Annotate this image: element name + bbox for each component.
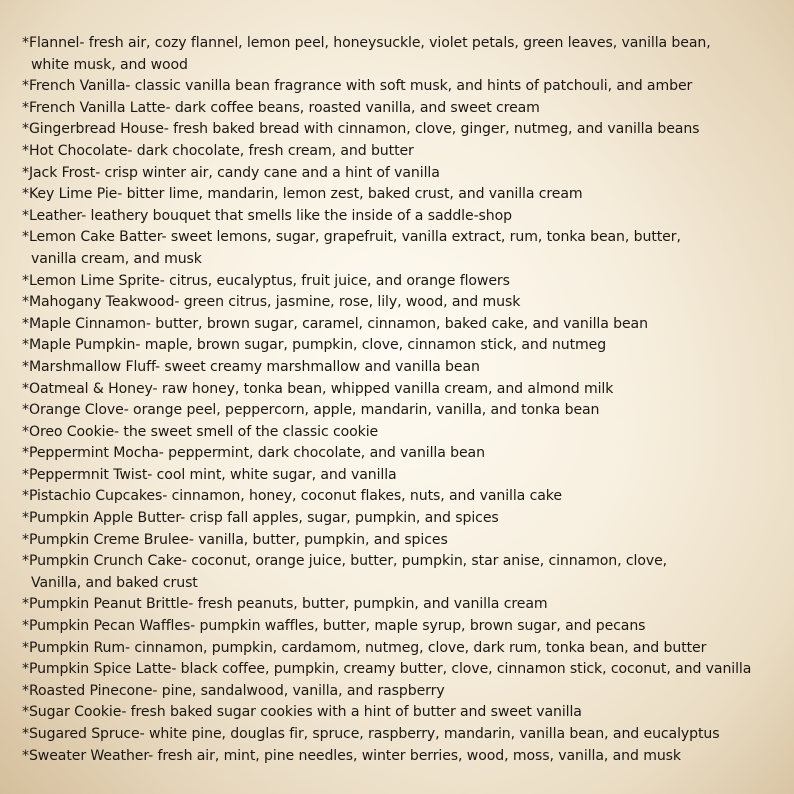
scent-line: *Leather- leathery bouquet that smells like the inside of a saddle-shop: [22, 207, 512, 224]
scent-list: [22, 33, 782, 767]
scent-line: *Maple Cinnamon- butter, brown sugar, caramel, cinnamon, baked cake, and vanilla bean: [22, 315, 648, 332]
scent-line: *Peppermint Mocha- peppermint, dark chocolate, and vanilla bean: [22, 445, 485, 462]
scent-line: *Hot Chocolate- dark chocolate, fresh cream, and butter: [22, 142, 414, 159]
scent-line: *Lemon Lime Sprite- citrus, eucalyptus, fruit juice, and orange flowers: [22, 272, 510, 289]
scent-line-continued: vanilla cream, and musk: [31, 250, 202, 267]
scent-line: *Pumpkin Peanut Brittle- fresh peanuts, butter, pumpkin, and vanilla cream: [22, 596, 548, 613]
scent-item: [22, 551, 782, 594]
scent-line: *Pumpkin Spice Latte- black coffee, pumpkin, creamy butter, clove, cinnamon stick, coconut, and vanilla: [22, 661, 752, 678]
scent-item: [22, 702, 782, 724]
scent-item: [22, 335, 782, 357]
scent-item: [22, 357, 782, 379]
scent-line: *Mahogany Teakwood- green citrus, jasmine, rose, lily, wood, and musk: [22, 294, 521, 311]
scent-line: *French Vanilla Latte- dark coffee beans, roasted vanilla, and sweet cream: [22, 99, 540, 116]
scent-item: [22, 33, 782, 76]
scent-line-continued: white musk, and wood: [31, 56, 188, 73]
scent-line: *Oatmeal & Honey- raw honey, tonka bean, whipped vanilla cream, and almond milk: [22, 380, 614, 397]
scent-line: *Pumpkin Apple Butter- crisp fall apples, sugar, pumpkin, and spices: [22, 510, 499, 527]
scent-item: [22, 379, 782, 401]
scent-line: *Peppermnit Twist- cool mint, white sugar, and vanilla: [22, 466, 397, 483]
scent-item: [22, 508, 782, 530]
scent-item: [22, 98, 782, 120]
scent-line: *Lemon Cake Batter- sweet lemons, sugar, grapefruit, vanilla extract, rum, tonka bean, butter,: [22, 229, 681, 246]
scent-item: [22, 206, 782, 228]
scent-line-continued: Vanilla, and baked crust: [31, 574, 198, 591]
scent-item: [22, 119, 782, 141]
scent-line: *Sugar Cookie- fresh baked sugar cookies with a hint of butter and sweet vanilla: [22, 704, 582, 721]
scent-item: [22, 530, 782, 552]
scent-item: [22, 422, 782, 444]
scent-item: [22, 314, 782, 336]
scent-item: [22, 746, 782, 768]
scent-line: *Orange Clove- orange peel, peppercorn, apple, mandarin, vanilla, and tonka bean: [22, 402, 600, 419]
scent-item: [22, 292, 782, 314]
scent-item: [22, 659, 782, 681]
scent-line: *Flannel- fresh air, cozy flannel, lemon peel, honeysuckle, violet petals, green leaves, vanilla bean,: [22, 35, 711, 51]
scent-item: [22, 141, 782, 163]
scent-line: *Oreo Cookie- the sweet smell of the classic cookie: [22, 423, 379, 440]
scent-item: [22, 638, 782, 660]
scent-item: [22, 724, 782, 746]
scent-line: *French Vanilla- classic vanilla bean fragrance with soft musk, and hints of patchouli, and amber: [22, 78, 693, 95]
scent-line: *Roasted Pinecone- pine, sandalwood, vanilla, and raspberry: [22, 682, 445, 699]
scent-item: [22, 486, 782, 508]
scent-line: *Jack Frost- crisp winter air, candy cane and a hint of vanilla: [22, 164, 440, 181]
scent-item: [22, 271, 782, 293]
scent-item: [22, 227, 782, 270]
scent-line: *Pistachio Cupcakes- cinnamon, honey, coconut flakes, nuts, and vanilla cake: [22, 488, 562, 505]
scent-line: *Pumpkin Creme Brulee- vanilla, butter, pumpkin, and spices: [22, 531, 448, 548]
scent-item: [22, 465, 782, 487]
scent-line: *Pumpkin Crunch Cake- coconut, orange juice, butter, pumpkin, star anise, cinnamon, clove,: [22, 553, 668, 570]
scent-item: [22, 443, 782, 465]
scent-line: *Maple Pumpkin- maple, brown sugar, pumpkin, clove, cinnamon stick, and nutmeg: [22, 337, 607, 354]
scent-line: *Pumpkin Rum- cinnamon, pumpkin, cardamom, nutmeg, clove, dark rum, tonka bean, and butter: [22, 639, 707, 656]
scent-line: *Pumpkin Pecan Waffles- pumpkin waffles, butter, maple syrup, brown sugar, and pecans: [22, 618, 646, 635]
scent-line: *Sweater Weather- fresh air, mint, pine needles, winter berries, wood, moss, vanilla, and musk: [22, 747, 681, 764]
scent-item: [22, 163, 782, 185]
scent-line: *Gingerbread House- fresh baked bread with cinnamon, clove, ginger, nutmeg, and vanilla beans: [22, 121, 700, 138]
scent-item: [22, 76, 782, 98]
scent-line: *Sugared Spruce- white pine, douglas fir, spruce, raspberry, mandarin, vanilla bean, and eucalyptus: [22, 726, 720, 742]
scent-item: [22, 594, 782, 616]
scent-item: [22, 616, 782, 638]
scent-line: *Key Lime Pie- bitter lime, mandarin, lemon zest, baked crust, and vanilla cream: [22, 186, 583, 203]
scent-line: *Marshmallow Fluff- sweet creamy marshmallow and vanilla bean: [22, 358, 480, 375]
scent-item: [22, 681, 782, 703]
scent-item: [22, 184, 782, 206]
scent-item: [22, 400, 782, 422]
